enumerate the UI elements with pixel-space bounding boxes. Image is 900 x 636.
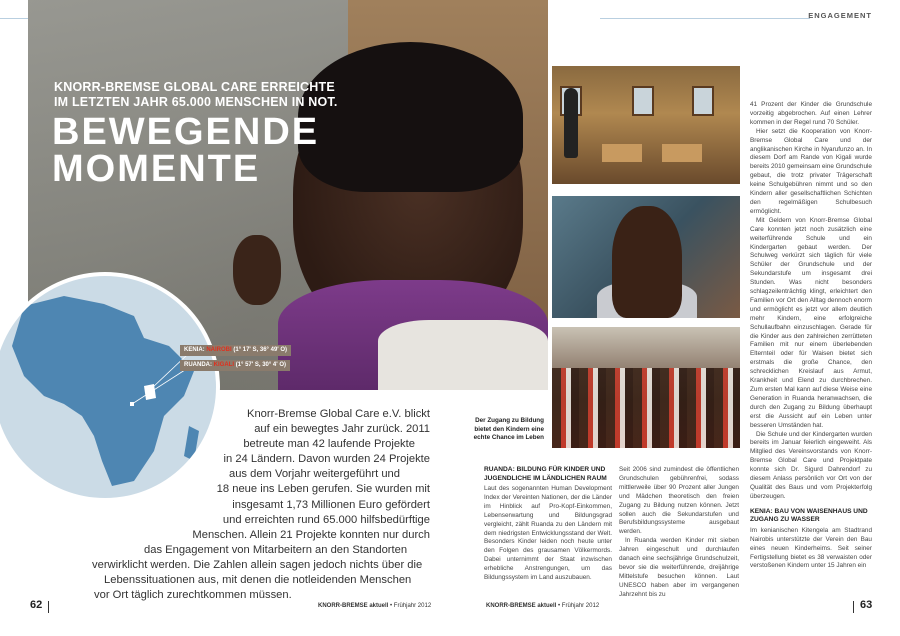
body-text: Seit 2006 sind zumindest die öffentlichen Grundschulen gebührenfrei, sodass mittlerweile über 90 Prozent aller Jungen und Mädchen theoretisch den freien Zugang zu Bildung nutzen können. Jetzt sollen auch die Sekundarstufen und Berufsbildungssysteme ausgebaut werden.	[619, 466, 739, 536]
section-label: ENGAGEMENT	[808, 11, 872, 20]
lead-line: verwirklicht werden. Die Zahlen allein sagen jedoch nichts über die	[92, 559, 423, 572]
lead-line: auf ein bewegtes Jahr zurück. 2011	[254, 423, 430, 436]
eyebrow-line-1: KNORR-BREMSE GLOBAL CARE ERREICHTE	[54, 80, 335, 94]
footer-divider	[48, 601, 49, 613]
lead-line: insgesamt 1,73 Millionen Euro gefördert	[232, 498, 430, 511]
kenia-prefix: KENIA:	[184, 347, 205, 353]
lead-line: in 24 Ländern. Davon wurden 24 Projekte	[223, 453, 430, 466]
window	[692, 86, 714, 116]
lead-paragraph	[100, 407, 430, 543]
window	[632, 86, 654, 116]
header-rule-right	[600, 18, 810, 19]
body-text: 41 Prozent der Kinder die Grundschule vorzeitig abgebrochen. Auf einen Lehrer kommen in der Regel rund 70 Schüler.	[750, 101, 872, 126]
header-rule-left	[0, 18, 28, 19]
kenia-label	[180, 345, 291, 356]
footer-brand-right	[486, 603, 599, 609]
girl-hand	[233, 235, 281, 305]
photo-caption: Der Zugang zu Bildung bietet den Kindern eine echte Chance im Leben	[473, 417, 544, 441]
lead-line: und erreichten rund 65.000 hilfsbedürftige	[222, 513, 430, 526]
ruanda-coords: (1° 57' S, 30° 4' O)	[235, 362, 287, 368]
child-face	[612, 206, 682, 318]
page-number-right: 63	[860, 599, 873, 611]
desk	[602, 144, 642, 162]
ruanda-label	[180, 360, 290, 371]
lead-line: betreute man 42 laufende Projekte	[243, 438, 415, 451]
footer-brand-suffix: aktuell	[369, 603, 389, 609]
footer-issue: • Frühjahr 2012	[390, 603, 432, 609]
title-line-2: MOMENTE	[52, 148, 261, 190]
section-heading-kenia: KENIA: BAU VON WAISENHAUS UND ZUGANG ZU WASSER	[750, 507, 868, 524]
lead-line: aus dem Vorjahr weitergeführt und	[228, 468, 400, 481]
classroom-photo	[552, 66, 740, 184]
article-column-1	[484, 466, 612, 583]
lead-line: 18 neue ins Leben gerufen. Sie wurden mit	[216, 483, 430, 496]
page-title	[52, 111, 320, 190]
body-text: Mit Geldern von Knorr-Bremse Global Care konnten jetzt noch zusätzlich eine weiterführende Schule und ein Kindergarten gebaut werden. Der Schulweg verkürzt sich täglich für viele Schüler der Grundschule und der Sekundarstufe um insgesamt drei Stunden. Was nicht besonders schlagzeilenträchtig klingt, erleichtert den Familien vor Ort den Alltag dennoch enorm und ermöglicht es jetzt vor allem deutlich mehr Kindern, eine erfolgreiche Schullaufbahn einzuschlagen. Gerade für die Kinder aus den zahlreichen zerrütteten Familien mit nur einem überlebenden Elternteil oder für Waisen bietet sich erstmals die große Chance, den schrecklichen Kreislauf aus Armut, Krankheit und Elend zu durchbrechen. Zum ersten Mal kann auf diese Weise eine Generation in Ruanda heranwachsen, die durch den Zugang zu Bildung überhaupt erst die Aussicht auf ein Leben unter besseren Umständen hat.	[750, 216, 872, 429]
body-text: Die Schule und der Kindergarten wurden bereits im Januar feierlich eingeweiht. Als Mitglied des Vereinsvorstands von Knorr-Bremse Global Care und Projektpate konnte sich Dr. Sigurd Dahrendorf zu diesem Anlass persönlich vor Ort von der Qualität des Baus und vom Projekterfolg überzeugen.	[750, 430, 872, 500]
girl-hair	[298, 42, 523, 192]
desk	[662, 144, 702, 162]
page-number-left: 62	[30, 599, 43, 611]
body-text: Hier setzt die Kooperation von Knorr-Bremse Global Care und der anglikanischen Kirche in Nyarufunzo an. In diesem Dorf am Rande von Kigali wurde bereits 2010 gemeinsam eine Grundschule gebaut, die trotz privater Trägerschaft keine Schulgebühren nimmt und so den Kindern aller gesellschaftlichen Schichten den regelmäßigen Schulbesuch ermöglicht.	[750, 127, 872, 215]
kenia-coords: (1° 17' S, 36° 49' O)	[233, 347, 288, 353]
lead-line: vor Ort täglich zurechtkommen müssen.	[94, 589, 292, 602]
teacher-figure	[564, 88, 578, 158]
section-heading-ruanda: RUANDA: BILDUNG FÜR KINDER UND JUGENDLICHE IM LÄNDLICHEN RAUM	[484, 466, 607, 482]
lead-line: das Engagement von Mitarbeitern an den Standorten	[144, 544, 408, 556]
eyebrow-line-2: IM LETZTEN JAHR 65.000 MENSCHEN IN NOT.	[54, 95, 338, 109]
article-column-2	[619, 466, 739, 600]
body-text: In Ruanda werden Kinder mit sieben Jahren eingeschult und durchlaufen danach eine sechsjährige Grundschulzeit, bevor sie die weiterführende, dreijährige Mittelstufe besuchen können. Laut UNESCO haben aber im vergangenen Jahrzehnt bis zu	[619, 537, 739, 598]
body-text: Laut des sogenannten Human Development Index der Vereinten Nationen, der die Länder im Hinblick auf Pro-Kopf-Einkommen, Lebenserwartung und Bildungsgrad vergleicht, zählt Ruanda zu den Ländern mit dem niedrigsten Entwicklungsstand der Welt. Besonders Kinder leiden noch heute unter den Folgen des grausamen Völkermords. Dabei unternimmt der Staat inzwischen erhebliche Anstrengungen, um das Bildungssystem im Land auszubauen.	[484, 485, 612, 582]
ruanda-city: KIGALI	[213, 362, 235, 368]
ruanda-prefix: RUANDA:	[184, 362, 212, 368]
article-column-3	[750, 101, 872, 571]
body-text: Im kenianischen Kitengela am Stadtrand Nairobis unterstützte der Verein den Bau eines neuen Kinderheims. Seit seiner Fertigstellung bietet es 38 verwaisten oder verstoßenen Kindern unter 15 Jahren ein	[750, 526, 872, 570]
white-shirt	[378, 320, 548, 390]
lead-line: Menschen. Allein 21 Projekte konnten nur durch	[192, 528, 430, 541]
lead-paragraph-wide	[92, 543, 492, 603]
lead-line: Lebenssituationen aus, mit denen die notleidenden Menschen	[104, 574, 412, 587]
group-of-people	[552, 368, 740, 448]
footer-brand: KNORR-BREMSE	[318, 603, 368, 609]
group-photo	[552, 327, 740, 448]
footer-divider	[853, 601, 854, 613]
footer-brand-left	[318, 603, 431, 609]
title-line-1: BEWEGENDE	[52, 111, 320, 153]
footer-brand-suffix: aktuell	[537, 603, 557, 609]
hero-eyebrow	[54, 80, 338, 110]
child-portrait-photo	[552, 196, 740, 318]
footer-brand: KNORR-BREMSE	[486, 603, 536, 609]
lead-line: Knorr-Bremse Global Care e.V. blickt	[246, 408, 430, 420]
kenia-city: NAIROBI	[206, 347, 232, 353]
footer-issue: • Frühjahr 2012	[558, 603, 600, 609]
